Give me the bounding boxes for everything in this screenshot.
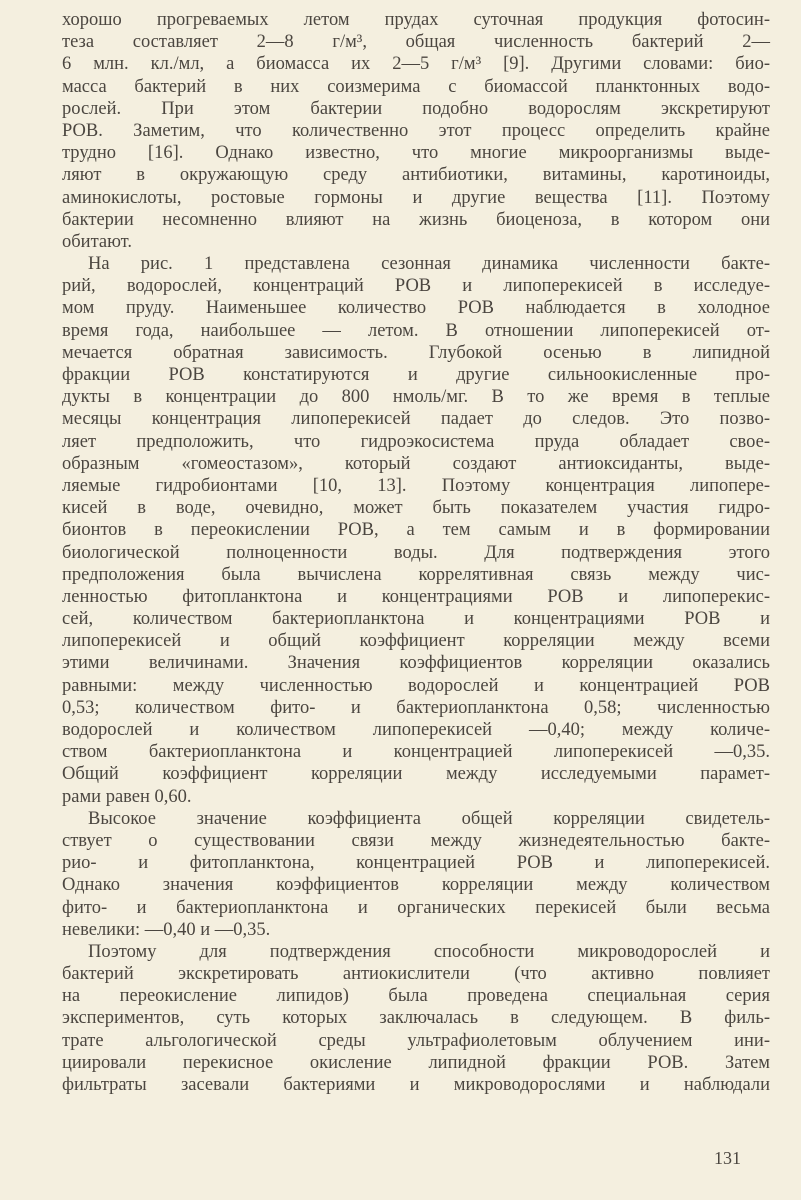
- text-line: фито- и бактериопланктона и органических перекисей были весьма: [62, 897, 770, 918]
- text-line: ляемые гидробионтами [10, 13]. Поэтому концентрация липопере-: [62, 475, 770, 496]
- text-line: рио- и фитопланктона, концентрацией РОВ и липоперекисей.: [62, 853, 770, 874]
- text-line: бактерий экскретировать антиокислители (что активно повлияет: [62, 964, 770, 985]
- text-line: экспериментов, суть которых заключалась в следующем. В филь-: [62, 1008, 770, 1029]
- text-line: фракции РОВ констатируются и другие сильноокисленные про-: [62, 365, 770, 385]
- text-line: на переокисление липидов) была проведена специальная серия: [62, 986, 770, 1007]
- text-line: масса бактерий в них соизмерима с биомассой планктонных водо-: [62, 76, 770, 97]
- page-body: [62, 9, 770, 1096]
- paragraph: [62, 9, 770, 253]
- text-line: время года, наибольшее — летом. В отношении липоперекисей от-: [62, 320, 770, 341]
- text-line: теза составляет 2—8 г/м³, общая численность бактерий 2—: [62, 32, 770, 53]
- text-line: бионтов в переокислении РОВ, а тем самым и в формировании: [62, 520, 770, 541]
- text-line: Однако значения коэффициентов корреляции между количеством: [62, 875, 770, 896]
- text-line: предположения была вычислена коррелятивная связь между чис-: [62, 564, 770, 585]
- text-line: месяцы концентрация липоперекисей падает до следов. Это позво-: [62, 409, 770, 430]
- text-line: мом пруду. Наименьшее количество РОВ наблюдается в холодное: [62, 298, 770, 319]
- text-line: биологической полноценности воды. Для подтверждения этого: [62, 542, 770, 563]
- text-line: мечается обратная зависимость. Глубокой осенью в липидной: [62, 342, 770, 363]
- text-line: 6 млн. кл./мл, а биомасса их 2—5 г/м³ [9]. Другими словами: био-: [62, 54, 770, 75]
- text-line: образным «гомеостазом», который создают антиоксиданты, выде-: [62, 453, 770, 474]
- text-line: равными: между численностью водорослей и концентрацией РОВ: [62, 675, 770, 696]
- page-number: 131: [714, 1148, 741, 1168]
- text-line: трудно [16]. Однако известно, что многие микроорганизмы выде-: [62, 143, 770, 164]
- text-line: аминокислоты, ростовые гормоны и другие вещества [11]. Поэтому: [62, 187, 770, 208]
- text-line: Общий коэффициент корреляции между исследуемыми парамет-: [62, 764, 770, 785]
- paragraph: [62, 941, 770, 1096]
- text-line: трате альгологической среды ультрафиолетовым облучением ини-: [62, 1030, 770, 1051]
- text-line: Поэтому для подтверждения способности микроводорослей и: [88, 941, 770, 962]
- text-line: дукты в концентрации до 800 нмоль/мг. В то же время в теплые: [62, 387, 770, 408]
- text-line: обитают.: [62, 231, 132, 252]
- text-line: кисей в воде, очевидно, может быть показателем участия гидро-: [62, 498, 770, 519]
- text-line: рослей. При этом бактерии подобно водорослям экскретируют: [62, 98, 770, 119]
- text-line: этими величинами. Значения коэффициентов корреляции оказались: [62, 653, 770, 674]
- text-line: ством бактериопланктона и концентрацией липоперекисей —0,35.: [62, 742, 770, 763]
- text-line: На рис. 1 представлена сезонная динамика численности бакте-: [88, 254, 770, 275]
- text-line: хорошо прогреваемых летом прудах суточная продукция фотосин-: [62, 10, 770, 30]
- text-line: водорослей и количеством липоперекисей —0,40; между количе-: [62, 720, 770, 740]
- text-line: рий, водорослей, концентраций РОВ и липоперекисей в исследуе-: [62, 276, 770, 297]
- text-line: невелики: —0,40 и —0,35.: [62, 919, 271, 940]
- paragraph: [62, 808, 770, 941]
- text-line: бактерии несомненно влияют на жизнь биоценоза, в котором они: [62, 209, 770, 230]
- text-line: 0,53; количеством фито- и бактериопланктона 0,58; численностью: [62, 697, 770, 718]
- paragraph: [62, 253, 770, 808]
- text-line: ляют в окружающую среду антибиотики, витамины, каротиноиды,: [62, 165, 770, 186]
- text-line: сей, количеством бактериопланктона и концентрациями РОВ и: [62, 609, 770, 630]
- text-line: рами равен 0,60.: [62, 786, 192, 807]
- text-line: липоперекисей и общий коэффициент корреляции между всеми: [62, 631, 770, 652]
- text-line: ствует о существовании связи между жизнедеятельностью бакте-: [62, 830, 770, 851]
- text-line: РОВ. Заметим, что количественно этот процесс определить крайне: [62, 120, 770, 141]
- text-line: ленностью фитопланктона и концентрациями РОВ и липоперекис-: [62, 586, 770, 607]
- text-line: Высокое значение коэффициента общей корреляции свидетель-: [88, 808, 770, 829]
- text-line: циировали перекисное окисление липидной фракции РОВ. Затем: [62, 1052, 770, 1073]
- text-line: фильтраты засевали бактериями и микроводорослями и наблюдали: [62, 1075, 770, 1095]
- text-line: ляет предположить, что гидроэкосистема пруда обладает свое-: [62, 431, 770, 452]
